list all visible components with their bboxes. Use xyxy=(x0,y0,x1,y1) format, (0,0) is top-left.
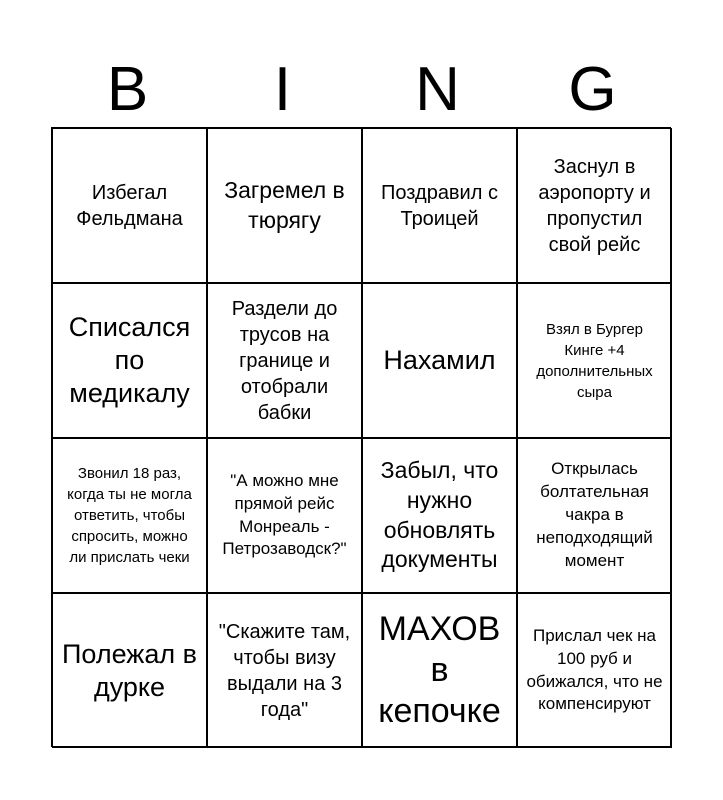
bingo-cell-r2-c2[interactable] xyxy=(207,283,362,438)
bingo-cell-r1-c4[interactable] xyxy=(517,128,672,283)
bingo-cell-text: Нахамил xyxy=(383,345,496,376)
bingo-cell-r4-c4[interactable] xyxy=(517,593,672,748)
bingo-cell-r1-c1[interactable] xyxy=(52,128,207,283)
header-letter-i: I xyxy=(273,55,292,124)
bingo-card-grid xyxy=(51,127,671,747)
bingo-cell-text: "Скажите там, чтобы визу выдали на 3 года" xyxy=(218,620,351,721)
bingo-cell-text: Раздели до трусов на границе и отобрали бабки xyxy=(231,297,338,424)
bingo-cell-r2-c3[interactable] xyxy=(362,283,517,438)
bingo-header xyxy=(50,50,670,130)
bingo-cell-text: Прислал чек на 100 руб и обижался, что не компенсируют xyxy=(526,625,663,714)
bingo-cell-text: "А можно мне прямой рейс Монреаль - Петрозаводск?" xyxy=(222,470,347,559)
bingo-cell-r4-c3[interactable] xyxy=(362,593,517,748)
bingo-cell-text: МАХОВ в кепочке xyxy=(378,610,501,730)
bingo-cell-text: Забыл, что нужно обновлять документы xyxy=(380,456,499,573)
bingo-cell-r3-c3[interactable] xyxy=(362,438,517,593)
bingo-cell-r2-c1[interactable] xyxy=(52,283,207,438)
bingo-cell-r3-c1[interactable] xyxy=(52,438,207,593)
bingo-cell-r1-c2[interactable] xyxy=(207,128,362,283)
bingo-cell-r4-c1[interactable] xyxy=(52,593,207,748)
header-letter-n: N xyxy=(415,55,460,124)
bingo-cell-text: Заснул в аэропорту и пропустил свой рейс xyxy=(538,155,651,256)
header-letter-b: B xyxy=(106,55,149,124)
bingo-cell-text: Загремел в тюрягу xyxy=(224,176,345,233)
bingo-cell-text: Взял в Бургер Кинге +4 дополнительных сыра xyxy=(536,320,653,401)
bingo-cell-text: Открылась болтательная чакра в неподходящий момент xyxy=(536,459,653,570)
header-letter-g: G xyxy=(568,55,617,124)
bingo-cell-r4-c2[interactable] xyxy=(207,593,362,748)
bingo-cell-r3-c2[interactable] xyxy=(207,438,362,593)
bingo-cell-text: Звонил 18 раз, когда ты не могла ответить, чтобы спросить, можно ли прислать чеки xyxy=(67,465,192,566)
bingo-cell-text: Полежал в дурке xyxy=(62,638,197,702)
bingo-cell-text: Списался по медикалу xyxy=(68,312,191,408)
bingo-cell-text: Избегал Фельдмана xyxy=(76,181,183,230)
bingo-cell-text: Поздравил с Троицей xyxy=(381,181,498,230)
bingo-cell-r1-c3[interactable] xyxy=(362,128,517,283)
bingo-cell-r2-c4[interactable] xyxy=(517,283,672,438)
bingo-cell-r3-c4[interactable] xyxy=(517,438,672,593)
